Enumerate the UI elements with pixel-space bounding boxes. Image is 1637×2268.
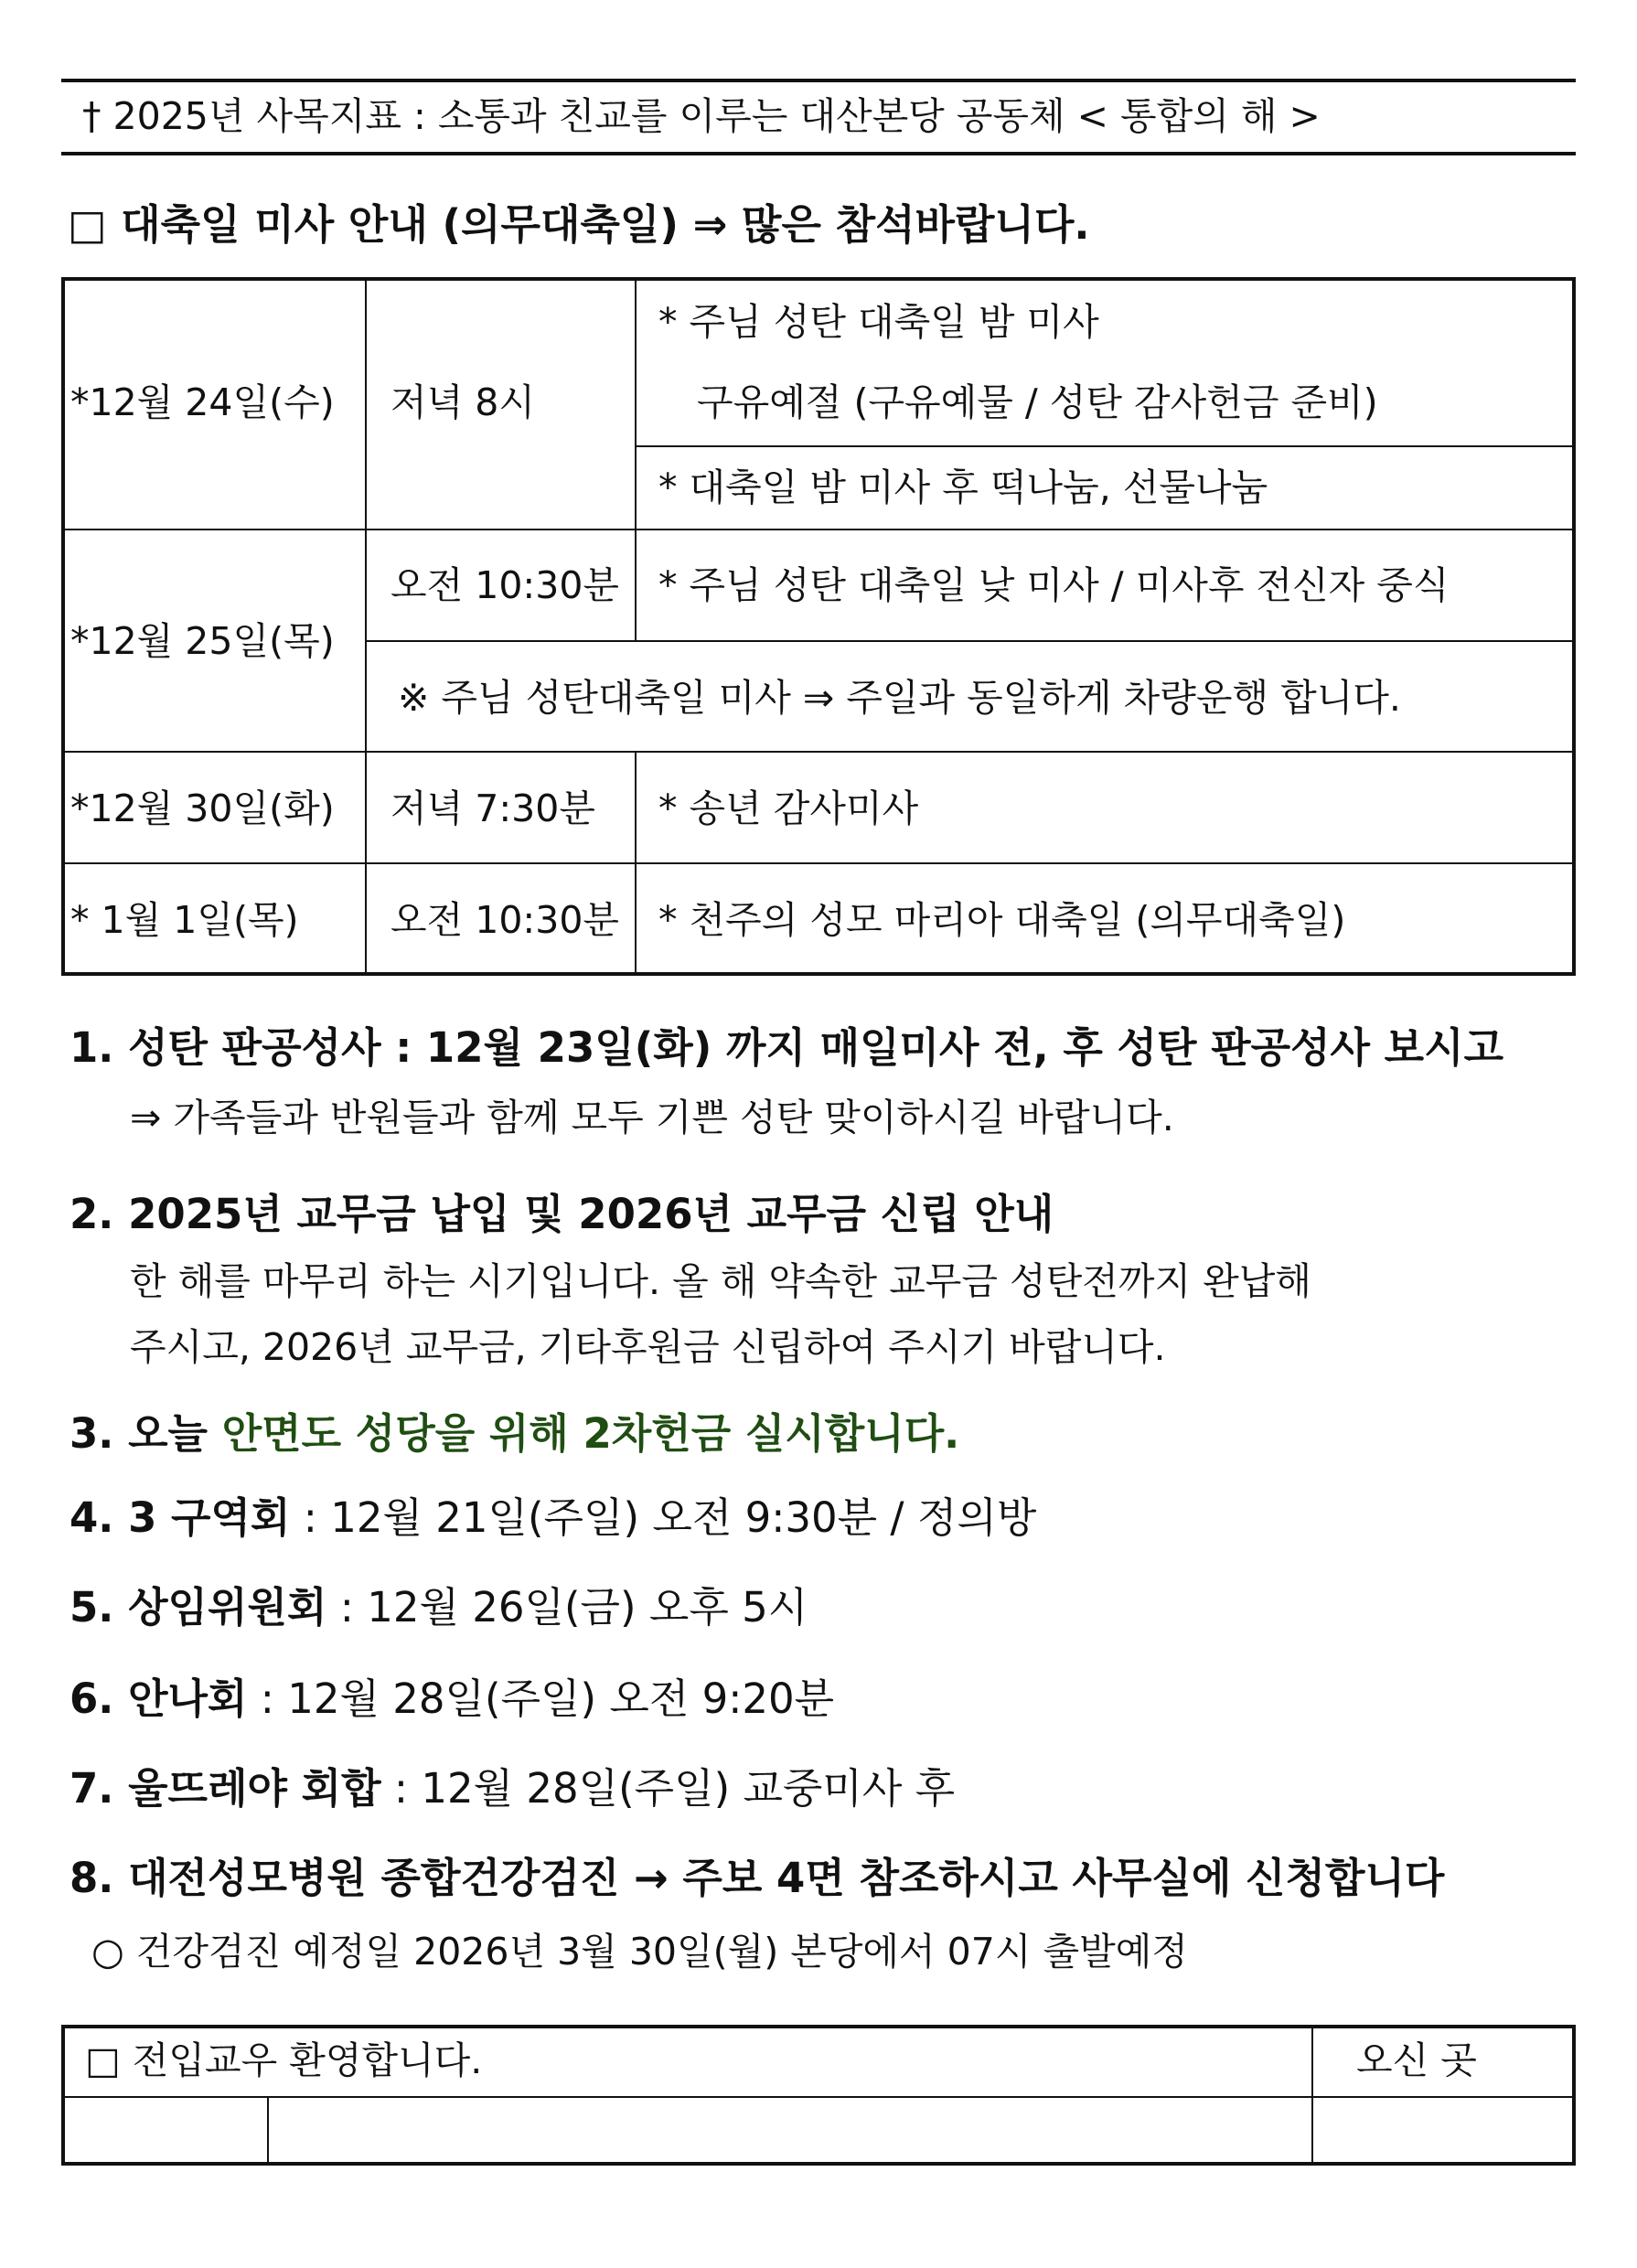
item3-title-prefix: 3. 오늘: [70, 1409, 222, 1458]
pastoral-motto: † 2025년 사목지표 : 소통과 친교를 이루는 대산본당 공동체 < 통합의 해 >: [82, 94, 1321, 138]
item8-body-line1: ○ 건강검진 예정일 2026년 3월 30일(월) 본당에서 07시 출발예정: [91, 1930, 1188, 1974]
item7-detail: : 12월 28일(주일) 교중미사 후: [380, 1764, 956, 1813]
row1-desc-line3: * 대축일 밤 미사 후 떡나눔, 선물나눔: [658, 465, 1268, 509]
item5: [70, 1582, 808, 1633]
item5-detail: : 12월 26일(금) 오후 5시: [326, 1583, 808, 1631]
item3-title-highlight: 안면도 성당을 위해 2차헌금 실시합니다.: [221, 1409, 960, 1458]
row3-time: 저녁 7:30분: [391, 786, 595, 830]
item2-body-line2: 주시고, 2026년 교무금, 기타후원금 신립하여 주시기 바랍니다.: [130, 1325, 1166, 1369]
row3-date: *12월 30일(화): [70, 786, 335, 830]
welcome-from-label: 오신 곳: [1356, 2038, 1477, 2082]
row3-desc-line1: * 송년 감사미사: [658, 786, 919, 830]
row1-time: 저녁 8시: [391, 380, 535, 424]
row1-date: *12월 24일(수): [70, 380, 335, 424]
row1-desc-line1: * 주님 성탄 대축일 밤 미사: [658, 300, 1099, 344]
welcome-table: [61, 2025, 1576, 2166]
item5-title: 5. 상임위원회: [70, 1583, 327, 1631]
row2-desc-line1: * 주님 성탄 대축일 낮 미사 / 미사후 전신자 중식: [658, 563, 1450, 607]
item2-title: 2. 2025년 교무금 납입 및 2026년 교무금 신립 안내: [70, 1190, 1054, 1238]
item3-title: [70, 1408, 959, 1460]
item6-detail: : 12월 28일(주일) 오전 9:20분: [247, 1674, 835, 1723]
item2-body-line1: 한 해를 마무리 하는 시기입니다. 올 해 약속한 교무금 성탄전까지 완납해: [130, 1259, 1311, 1303]
item1-body-line1: ⇒ 가족들과 반원들과 함께 모두 기쁜 성탄 맞이하시길 바랍니다.: [130, 1096, 1174, 1139]
item8-title: 8. 대전성모병원 종합건강검진 → 주보 4면 참조하시고 사무실에 신청합니다: [70, 1854, 1445, 1902]
welcome-title: □ 전입교우 환영합니다.: [85, 2038, 483, 2082]
welcome-name-cell: [65, 2099, 266, 2162]
item4-detail: : 12월 21일(주일) 오전 9:30분 / 정의방: [290, 1493, 1037, 1542]
motto-bottom-rule: [61, 152, 1576, 155]
row2-time: 오전 10:30분: [391, 563, 620, 607]
motto-top-rule: [61, 79, 1576, 82]
welcome-from-cell: [1314, 2099, 1572, 2162]
item6: [70, 1674, 834, 1725]
item1-title: 1. 성탄 판공성사 : 12월 23일(화) 까지 매일미사 전, 후 성탄 판공성사 보시고: [70, 1023, 1504, 1072]
item4: [70, 1492, 1036, 1544]
row4-date: * 1월 1일(목): [70, 898, 299, 942]
row1-desc-line2: 구유예절 (구유예물 / 성탄 감사헌금 준비): [697, 380, 1378, 424]
mass-notice-heading: □ 대축일 미사 안내 (의무대축일) ⇒ 많은 참석바랍니다.: [68, 200, 1090, 249]
item4-title: 4. 3 구역회: [70, 1493, 291, 1542]
welcome-detail-cell: [270, 2099, 1311, 2162]
item7-title: 7. 울뜨레야 회합: [70, 1764, 381, 1813]
mass-schedule-table: [61, 277, 1576, 976]
row2-date: *12월 25일(목): [70, 619, 335, 663]
row4-time: 오전 10:30분: [391, 898, 620, 942]
row4-desc-line1: * 천주의 성모 마리아 대축일 (의무대축일): [658, 898, 1346, 942]
item6-title: 6. 안나회: [70, 1674, 248, 1723]
item7: [70, 1763, 955, 1814]
row2-note: ※ 주님 성탄대축일 미사 ⇒ 주일과 동일하게 차량운행 합니다.: [398, 676, 1401, 720]
